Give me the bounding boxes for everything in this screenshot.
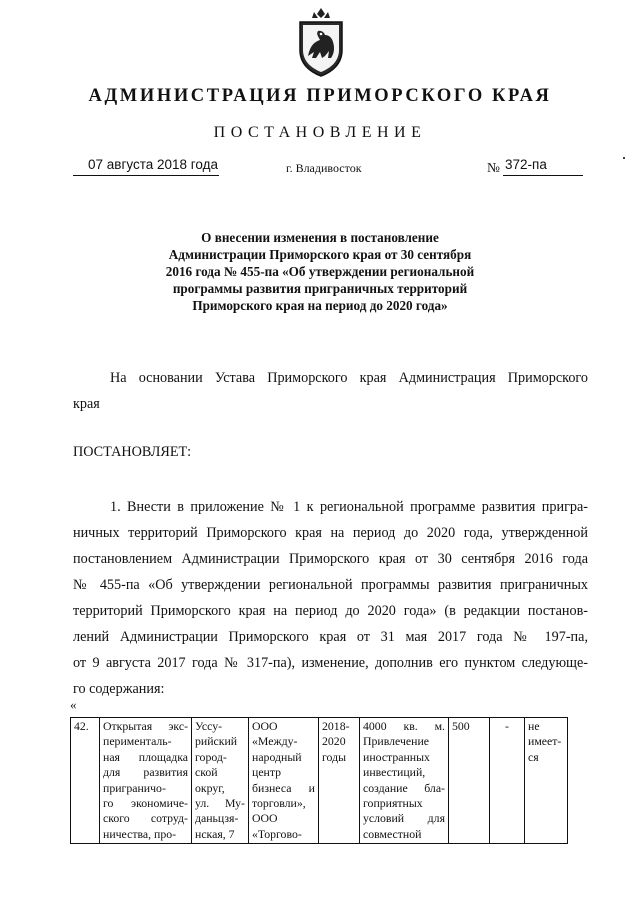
cell-line: не (528, 719, 540, 733)
cell-line: ся (528, 749, 539, 764)
item-1-line: ничных территорий Приморского края на период до 2020 года, утвержденной (73, 525, 588, 541)
document-number: 372-па (505, 157, 547, 172)
cell-line: Уссу- (195, 719, 223, 733)
cell-line: Привлечение (363, 734, 430, 749)
cell-name (100, 718, 192, 844)
effect-lines (363, 719, 445, 843)
cell-dash (490, 718, 525, 844)
program-table (70, 717, 568, 844)
cell-line: ского сотруд- (103, 811, 188, 826)
cell-line: рийский (195, 734, 238, 749)
title-line: О внесении изменения в постановление (201, 230, 439, 245)
cell-organization (249, 718, 319, 844)
cell-line: народный (252, 749, 302, 764)
cell-period (319, 718, 360, 844)
cell-line: город- (195, 749, 227, 764)
cell-line: 4000 кв. м. (363, 719, 445, 733)
title-line: 2016 года № 455-па «Об утверждении региональной (165, 264, 475, 279)
cell-effect (360, 718, 449, 844)
title-line: программы развития приграничных территорий (172, 281, 468, 296)
document-city: г. Владивосток (286, 161, 362, 175)
number-sign: № (487, 160, 500, 175)
cell-line: годы (322, 749, 347, 764)
cell-line: создание бла- (363, 780, 445, 795)
cell-line: «Торгово- (252, 826, 302, 841)
cell-line: для развития (103, 765, 188, 780)
open-quote: « (70, 697, 77, 712)
value: 500 (452, 719, 470, 733)
cell-line: 2020 (322, 734, 346, 749)
cell-line: го экономиче- (103, 796, 188, 811)
cell-line: совместной (363, 826, 422, 841)
cell-line: даньцзя- (195, 811, 239, 826)
title-line: Приморского края на период до 2020 года» (192, 298, 448, 313)
cell-line: Открытая экс- (103, 719, 188, 733)
document-title (100, 229, 540, 314)
cell-line: инвестиций, (363, 765, 426, 780)
item-1-line: № 455-па «Об утверждении региональной программы развития приграничных (73, 577, 588, 593)
number-underline (503, 175, 583, 176)
cell-value (449, 718, 490, 844)
name-lines (103, 719, 188, 843)
dash: - (505, 719, 509, 733)
cell-line: ООО (252, 719, 278, 733)
document-date: 07 августа 2018 года (88, 157, 219, 172)
cell-line: ской (195, 765, 218, 780)
org-lines (252, 719, 315, 843)
preamble-end: края (73, 396, 100, 412)
preamble-line: На основании Устава Приморского края Администрация Приморского (110, 370, 588, 386)
item-1-paragraph (73, 494, 588, 702)
item-1-line: го содержания: (73, 681, 165, 697)
note-lines (528, 719, 564, 843)
date-underline (73, 175, 219, 176)
cell-number (71, 718, 100, 844)
cell-line: бизнеса и (252, 780, 315, 795)
item-1-line: от 9 августа 2017 года № 317-па), изменение, дополнив его пунктом следующе- (73, 655, 588, 671)
cell-line: ул. Му- (195, 796, 245, 811)
cell-line: ничества, про- (103, 826, 177, 841)
organization-name: АДМИНИСТРАЦИЯ ПРИМОРСКОГО КРАЯ (88, 86, 552, 106)
scan-speck (623, 157, 625, 159)
cell-line: перименталь- (103, 734, 172, 749)
cell-note (525, 718, 568, 844)
cell-line: 2018- (322, 719, 350, 733)
cell-line: округ, (195, 780, 225, 795)
cell-line: центр (252, 765, 282, 780)
cell-line: нская, 7 (195, 826, 235, 841)
cell-line: условий для (363, 811, 445, 826)
table-row (71, 718, 568, 844)
cell-line: иностранных (363, 749, 430, 764)
row-number: 42. (74, 719, 89, 733)
period-lines (322, 719, 356, 843)
cell-line: «Между- (252, 734, 298, 749)
item-1-line: 1. Внести в приложение № 1 к региональной программе развития пригра- (110, 499, 588, 515)
item-1-line: лений Администрации Приморского края от 31 мая 2017 года № 197-па, (73, 629, 588, 645)
document-type: ПОСТАНОВЛЕНИЕ (213, 124, 427, 141)
cell-location (192, 718, 249, 844)
cell-line: имеет- (528, 734, 562, 749)
cell-line: приграничо- (103, 780, 166, 795)
cell-line: ная площадка (103, 749, 188, 764)
cell-line: торговли», (252, 796, 306, 811)
preamble (110, 365, 588, 391)
cell-line: гоприятных (363, 796, 423, 811)
coat-of-arms-icon (294, 6, 348, 78)
item-1-line: территорий Приморского края на период до 2020 года» (в редакции постанов- (73, 603, 588, 619)
title-line: Администрации Приморского края от 30 сентября (168, 247, 472, 262)
location-lines (195, 719, 245, 843)
decree-word: ПОСТАНОВЛЯЕТ: (73, 444, 192, 460)
item-1-line: постановлением Администрации Приморского края от 30 сентября 2016 года (73, 551, 588, 567)
cell-line: ООО (252, 811, 278, 826)
